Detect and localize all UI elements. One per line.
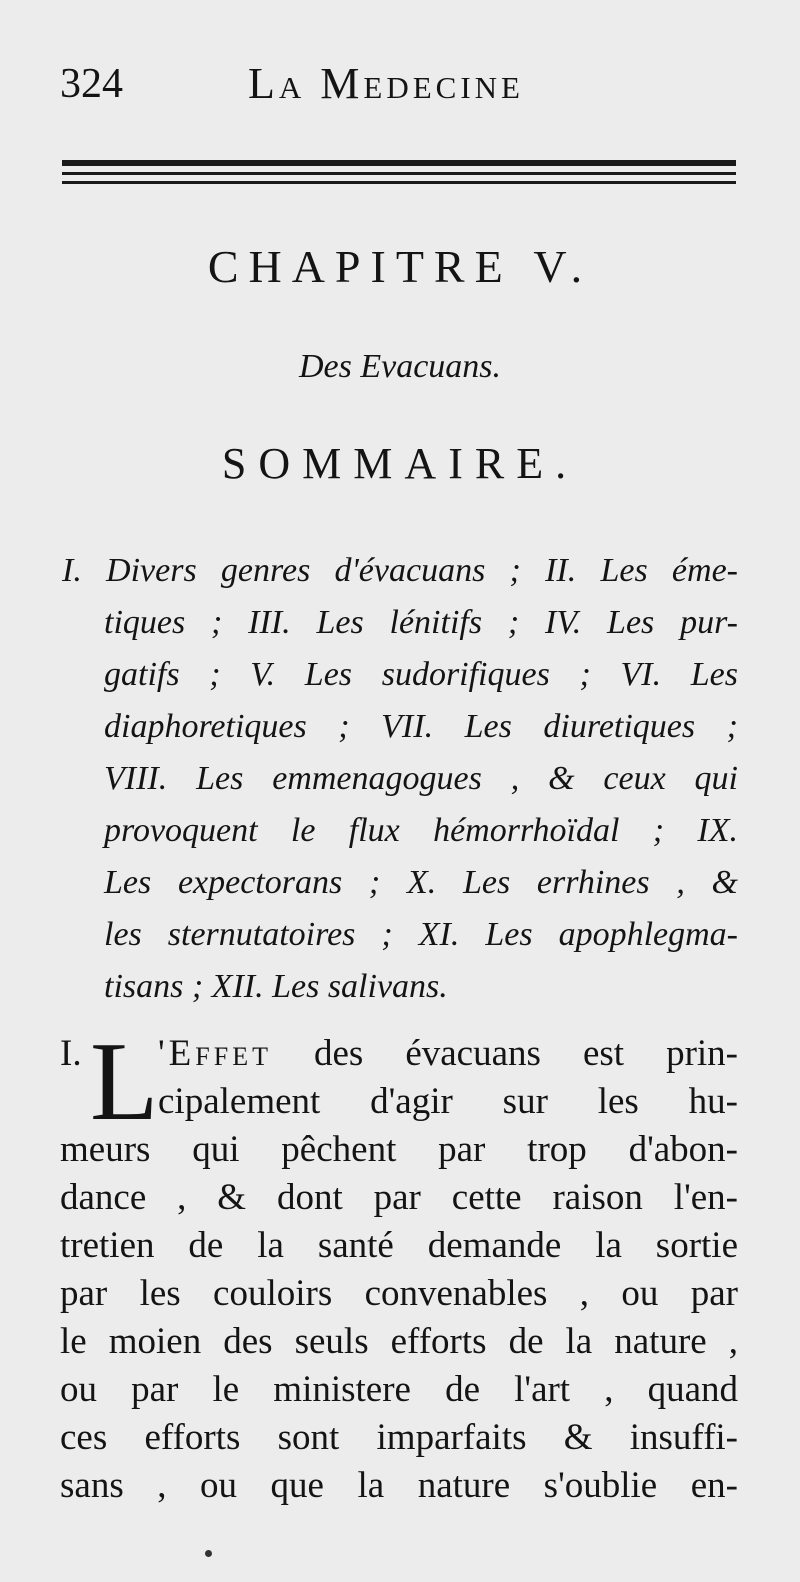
header-rule	[62, 160, 736, 190]
chapter-title: CHAPITRE V.	[207, 241, 593, 292]
body-line: cipalement d'agir sur les hu-	[158, 1081, 738, 1122]
summary-line: provoquent le flux hémorrhoïdal ; IX.	[104, 812, 738, 849]
body-line	[60, 1030, 738, 1078]
body-line: meurs qui pêchent par trop d'abon-	[60, 1129, 738, 1170]
body-line: ou par le ministere de l'art , quand	[60, 1369, 738, 1410]
section-number: I.	[60, 1033, 82, 1074]
rule-line-top	[62, 160, 736, 166]
summary-line: tiques ; III. Les lénitifs ; IV. Les pur-	[104, 604, 738, 641]
body-line: sans , ou que la nature s'oublie en-	[60, 1465, 738, 1506]
body-text	[60, 1020, 738, 1510]
summary-line: gatifs ; V. Les sudorifiques ; VI. Les	[104, 656, 738, 693]
summary-line: I. Divers genres d'évacuans ; II. Les éme-	[62, 552, 738, 589]
ink-speck	[205, 1550, 212, 1557]
first-line-rest: des évacuans est prin-	[313, 1033, 738, 1074]
body-line: ces efforts sont imparfaits & insuffi-	[60, 1417, 738, 1458]
summary-line: VIII. Les emmenagogues , & ceux qui	[104, 760, 738, 797]
rule-line-bottom	[62, 181, 736, 184]
first-word: 'Effet	[158, 1033, 272, 1074]
summary-line: tisans ; XII. Les salivans.	[104, 968, 448, 1005]
body-line: dance , & dont par cette raison l'en-	[60, 1177, 738, 1218]
summary-line: les sternutatoires ; XI. Les apophlegma-	[104, 916, 738, 953]
page-header	[60, 52, 740, 112]
summary-line: Les expectorans ; X. Les errhines , &	[104, 864, 738, 901]
body-line: tretien de la santé demande la sortie	[60, 1225, 738, 1266]
summary-line: diaphoretiques ; VII. Les diuretiques ;	[104, 708, 738, 745]
chapter-subtitle: Des Evacuans.	[298, 348, 502, 385]
page-number: 324	[60, 61, 123, 107]
summary-paragraph	[62, 545, 738, 1013]
rule-line-middle	[62, 172, 736, 175]
body-line: par les couloirs convenables , ou par	[60, 1273, 738, 1314]
drop-cap: L	[90, 1020, 159, 1144]
running-head: La Medecine	[248, 59, 524, 108]
sommaire-heading: SOMMAIRE.	[221, 439, 579, 488]
body-line: le moien des seuls efforts de la nature ,	[60, 1321, 738, 1362]
